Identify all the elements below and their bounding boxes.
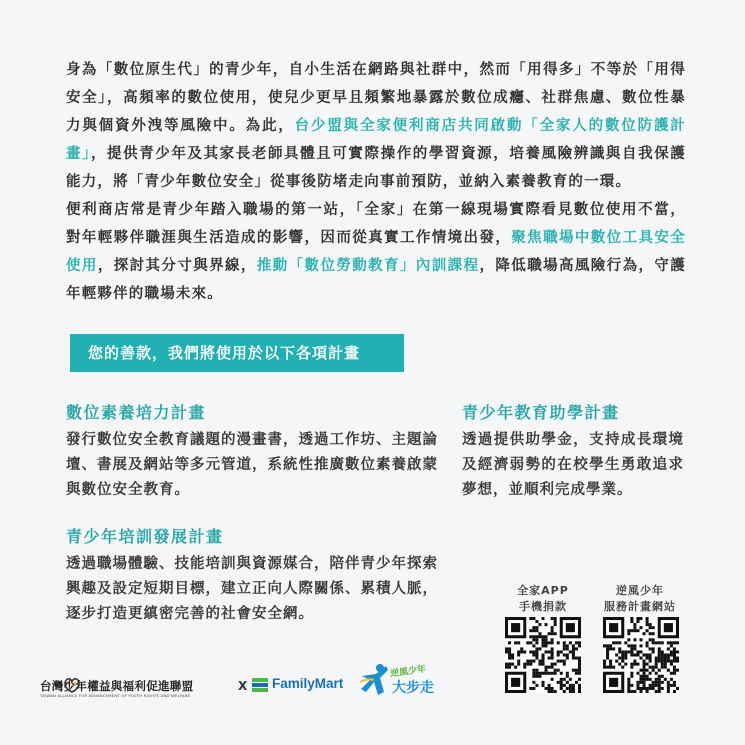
qr-label-line: 全家APP [517,584,569,597]
paragraph-text: ，探討其分寸與界線， [97,258,257,274]
paragraph-text: 身為「數位原生代」的青少年，自小生活在網路與社群中，然而「用得多」不等於「用得安全」，高頻率的數位使用，使兒少更早且頻繁地暴露於數位成癮、社群焦慮、數位性暴力與個資外洩等風險中。為此， [66,62,686,134]
highlight-text: 聚焦職場中數位工具安全使用 [66,230,686,274]
qr-label-line: 逆風少年 [616,584,664,597]
paragraph-text: 便利商店常是青少年踏入職場的第一站，「全家」在第一線現場實際看見數位使用不當，對年輕夥伴職涯與生活造成的影響，因而從真實工作情境出發， [66,202,686,246]
donation-banner: 您的善款，我們將使用於以下各項計畫 [70,334,404,372]
paragraph-text: ，降低職場高風險行為，守護年輕夥伴的職場未來。 [66,258,687,302]
plan-body-youth-training: 透過職場體驗、技能培訓與資源媒合，陪伴青少年探索興趣及設定短期目標，建立正向人際關係、累積人脈，逐步打造更縝密完善的社會安全網。 [66,556,438,622]
alliance-logo-name: 台灣少年權益與福利促進聯盟 [40,679,194,693]
qr-label-line: 手機捐款 [519,600,567,613]
plan-title-education-aid: 青少年教育助學計畫 [462,403,620,422]
intro-paragraph-1 [66,56,686,196]
qr-label-line: 服務計畫網站 [604,600,676,613]
highlight-text: 推動「數位勞動教育」內訓課程 [256,258,480,274]
plan-title-digital-literacy: 數位素養培力計畫 [66,403,207,422]
qr-label-familymart-app [493,583,593,615]
plan-body-education-aid: 透過提供助學金，支持成長環境及經濟弱勢的在校學生勇敢追求夢想，並順利完成學業。 [462,432,684,498]
dbz-logo-subtitle: 逆風少年 [389,664,427,680]
familymart-logo-text: FamilyMart [272,676,344,691]
familymart-logo-icon [252,678,268,692]
plan-title-youth-training: 青少年培訓發展計畫 [66,527,224,546]
qr-label-project-site [590,583,690,615]
plan-body-digital-literacy: 發行數位安全教育議題的漫畫書，透過工作坊、主題論壇、書展及網站等多元管道，系統性推廣數位素養啟蒙與數位安全教育。 [66,432,438,498]
qr-code-project-site[interactable] [603,617,679,693]
paragraph-text: ，提供青少年及其家長老師具體且可實際操作的學習資源，培養風險辨識與自我保護能力，將「青少年數位安全」從事後防堵走向事前預防，並納入素養教育的一環。 [66,146,686,190]
alliance-logo-english: TAIWAN ALLIANCE FOR ADVANCEMENT OF YOUTH RIGHTS AND WELFARE [40,693,191,698]
dbz-logo-title: 大步走 [392,680,434,696]
highlight-text: 台少盟與全家便利商店共同啟動「全家人的數位防護計畫」 [66,118,686,162]
logo-separator: X [238,679,248,693]
intro-paragraph-2 [66,196,686,308]
running-figure-logo-icon [358,662,392,698]
qr-code-familymart-app[interactable] [505,617,581,693]
